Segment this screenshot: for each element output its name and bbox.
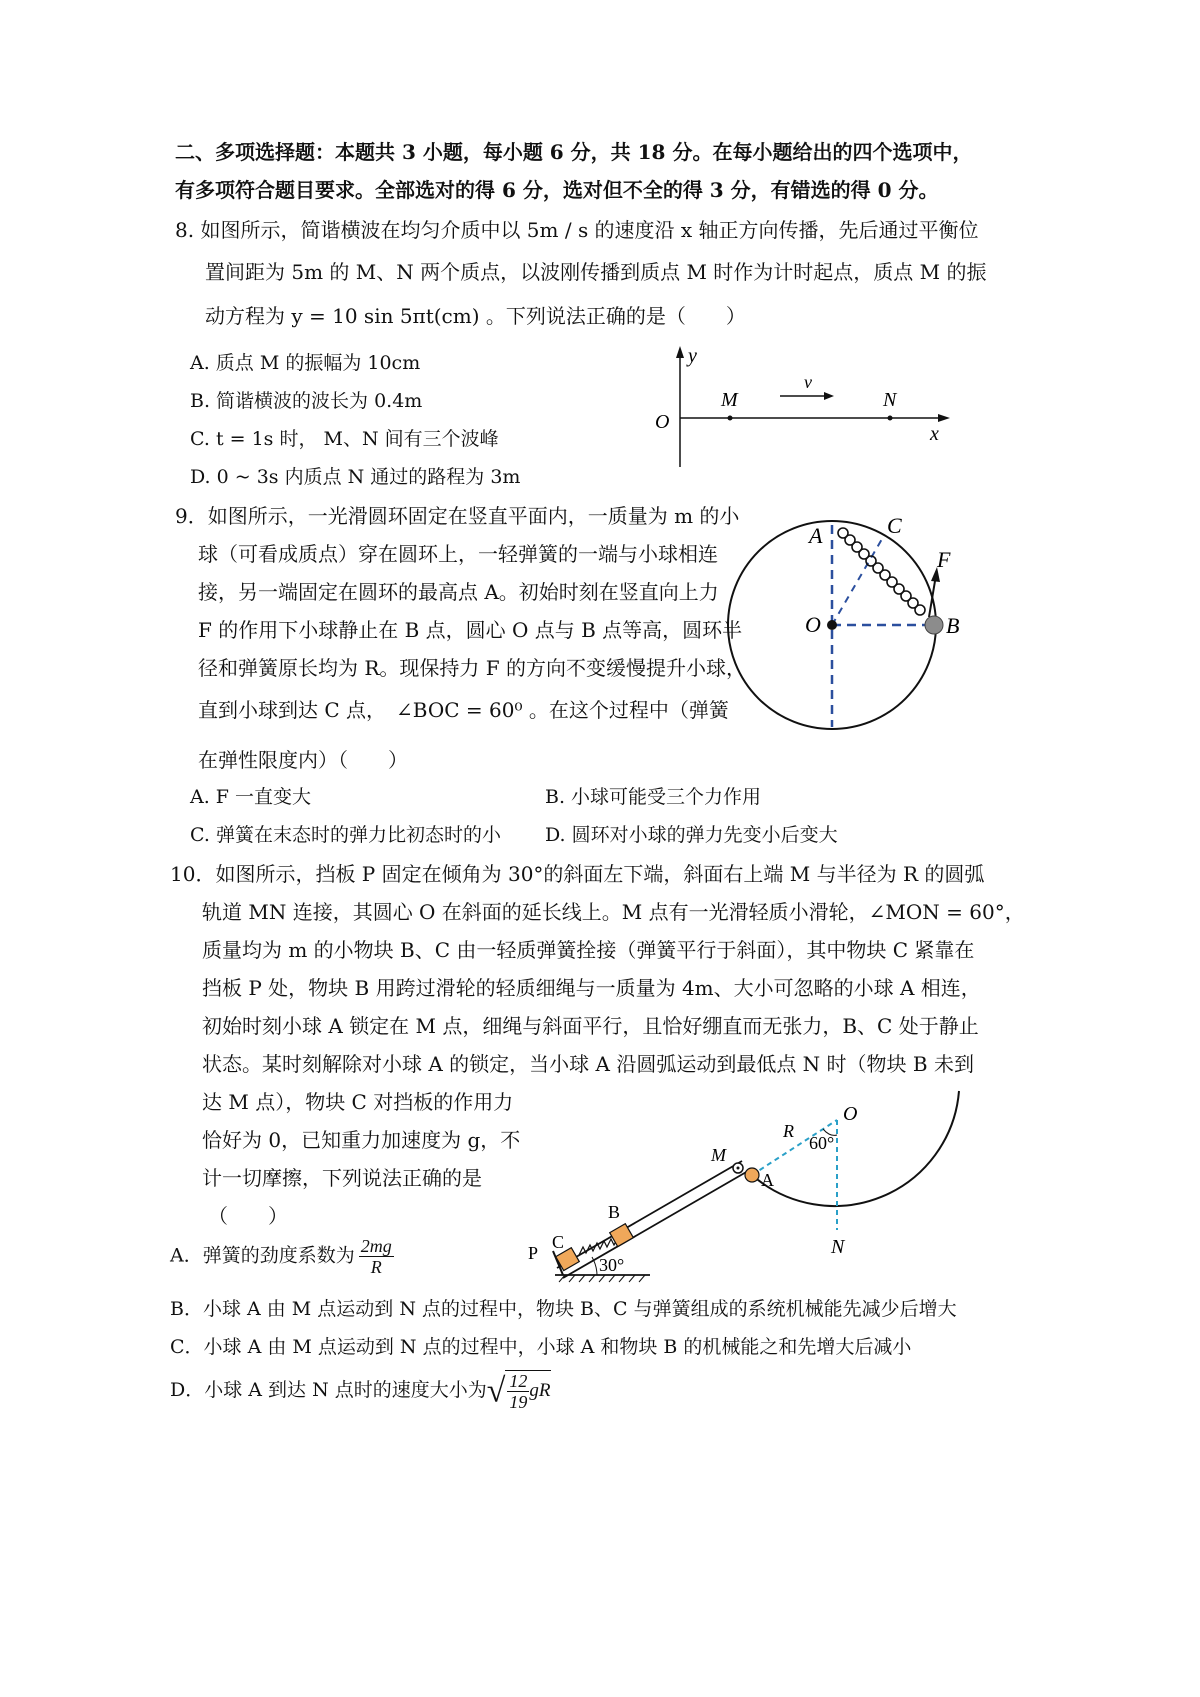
q9-stem-line6: 直到小球到达 C 点， ∠BOC = 60⁰ 。在这个过程中（弹簧 [198, 698, 729, 722]
q10-fig-angle: 60° [809, 1133, 835, 1153]
q9-option-c: C. 弹簧在末态时的弹力比初态时的小 [190, 824, 501, 846]
q10-fig-c: C [552, 1232, 565, 1252]
q10-stem-line6: 状态。某时刻解除对小球 A 的锁定，当小球 A 沿圆弧运动到最低点 N 时（物块 B 未到 [202, 1052, 974, 1076]
q9-stem-line3: 接，另一端固定在圆环的最高点 A。初始时刻在竖直向上力 [198, 580, 719, 604]
section-header-line2: 有多项符合题目要求。全部选对的得 6 分，选对但不全的得 3 分，有错选的得 0 分。 [175, 178, 939, 202]
q10-stem-line3: 质量均为 m 的小物块 B、C 由一轻质弹簧拴接（弹簧平行于斜面），其中物块 C 紧靠在 [202, 938, 975, 962]
q8-stem-line2: 置间距为 5m 的 M、N 两个质点，以波刚传播到质点 M 时作为计时起点，质点 M 的振 [205, 260, 987, 284]
q10-fig-n: N [831, 1236, 845, 1258]
q8-option-d: D. 0 ~ 3s 内质点 N 通过的路程为 3m [190, 466, 521, 488]
q10-option-a [170, 1236, 394, 1277]
q10-option-a-fraction [359, 1236, 394, 1277]
q9-fig-f: F [937, 547, 951, 572]
q10-option-c: C．小球 A 由 M 点运动到 N 点的过程中，小球 A 和物块 B 的机械能之和先增大后减小 [170, 1336, 912, 1358]
q9-option-b: B. 小球可能受三个力作用 [545, 786, 762, 808]
q10-option-a-text: A．弹簧的劲度系数为 [170, 1244, 355, 1267]
q10-option-d-tail: gR [529, 1379, 551, 1401]
q10-option-d-text: D．小球 A 到达 N 点时的速度大小为 [170, 1379, 487, 1401]
q10-fig-a: A [761, 1170, 774, 1190]
q10-option-d-sqrt: √ $\frac{12}{19}$ gR [486, 1371, 551, 1412]
q10-option-d-numerator: 12 [509, 1371, 528, 1391]
q10-stem-line2: 轨道 MN 连接，其圆心 O 在斜面的延长线上。M 点有一光滑轻质小滑轮，∠MON = 60°， [202, 900, 1025, 924]
q9-fig-b: B [946, 613, 960, 638]
q10-stem-line10: （ ） [208, 1204, 288, 1228]
q10-stem-line8: 恰好为 0，已知重力加速度为 g，不 [202, 1128, 521, 1152]
q8-fig-y: y [688, 345, 697, 367]
q8-option-a: A. 质点 M 的振幅为 10cm [190, 352, 421, 374]
q9-stem-line7: 在弹性限度内）（ ） [198, 748, 408, 772]
section-header-line1: 二、多项选择题：本题共 3 小题，每小题 6 分，共 18 分。在每小题给出的四个选项中， [175, 140, 973, 164]
q10-incline-figure [515, 1085, 970, 1285]
q9-fig-o: O [805, 612, 821, 637]
q10-fig-incline-angle: 30° [599, 1255, 625, 1275]
q8-fig-v: v [804, 372, 812, 392]
q10-fig-p: P [528, 1243, 539, 1263]
q8-fig-x: x [930, 423, 939, 445]
q9-circle-figure [715, 505, 975, 735]
q10-fig-m: M [711, 1145, 726, 1165]
q10-stem-line5: 初始时刻小球 A 锁定在 M 点，细绳与斜面平行，且恰好绷直而无张力，B、C 处于静止 [202, 1014, 979, 1038]
q10-stem-line4: 挡板 P 处，物块 B 用跨过滑轮的轻质细绳与一质量为 4m、大小可忽略的小球 A 相连， [202, 976, 981, 1000]
q9-stem-line4: F 的作用下小球静止在 B 点，圆心 O 点与 B 点等高，圆环半 [198, 618, 743, 642]
q8-option-b: B. 简谐横波的波长为 0.4m [190, 390, 423, 412]
q10-option-d-denominator: 19 [509, 1392, 528, 1412]
q9-fig-c: C [887, 513, 902, 538]
q8-fig-n: N [883, 389, 897, 411]
q9-stem-line1: 9．如图所示，一光滑圆环固定在竖直平面内，一质量为 m 的小 [175, 504, 740, 528]
q10-fig-o: O [843, 1103, 858, 1125]
q10-stem-line1: 10．如图所示，挡板 P 固定在倾角为 30°的斜面左下端，斜面右上端 M 与半径为 R 的圆弧 [170, 862, 985, 886]
q9-stem-line5: 径和弹簧原长均为 R。现保持力 F 的方向不变缓慢提升小球， [198, 656, 747, 680]
q8-stem-line3: 动方程为 y = 10 sin 5πt(cm) 。下列说法正确的是（ ） [205, 304, 746, 328]
q8-fig-o: O [655, 411, 670, 433]
q9-option-a: A. F 一直变大 [190, 786, 312, 808]
q10-option-b: B．小球 A 由 M 点运动到 N 点的过程中，物块 B、C 与弹簧组成的系统机械能先减少后增大 [170, 1298, 957, 1320]
q10-stem-line7: 达 M 点），物块 C 对挡板的作用力 [202, 1090, 514, 1114]
q10-fig-b: B [608, 1202, 621, 1222]
q8-fig-m: M [721, 389, 738, 411]
q9-option-d: D. 圆环对小球的弹力先变小后变大 [545, 824, 838, 846]
q9-stem-line2: 球（可看成质点）穿在圆环上，一轻弹簧的一端与小球相连 [198, 542, 718, 566]
q10-fig-r: R [783, 1121, 794, 1141]
q10-option-a-numerator: 2mg [360, 1236, 392, 1256]
q8-stem-line1: 8. 如图所示，简谐横波在均匀介质中以 5m / s 的速度沿 x 轴正方向传播，先后通过平衡位 [175, 218, 979, 242]
q10-option-d [170, 1370, 551, 1412]
q10-stem-line9: 计一切摩擦，下列说法正确的是 [202, 1166, 482, 1190]
q10-option-a-denominator: R [370, 1257, 382, 1277]
q8-option-c: C. t = 1s 时， M、N 间有三个波峰 [190, 428, 499, 450]
q9-fig-a: A [809, 523, 823, 548]
q8-wave-figure [650, 342, 960, 472]
